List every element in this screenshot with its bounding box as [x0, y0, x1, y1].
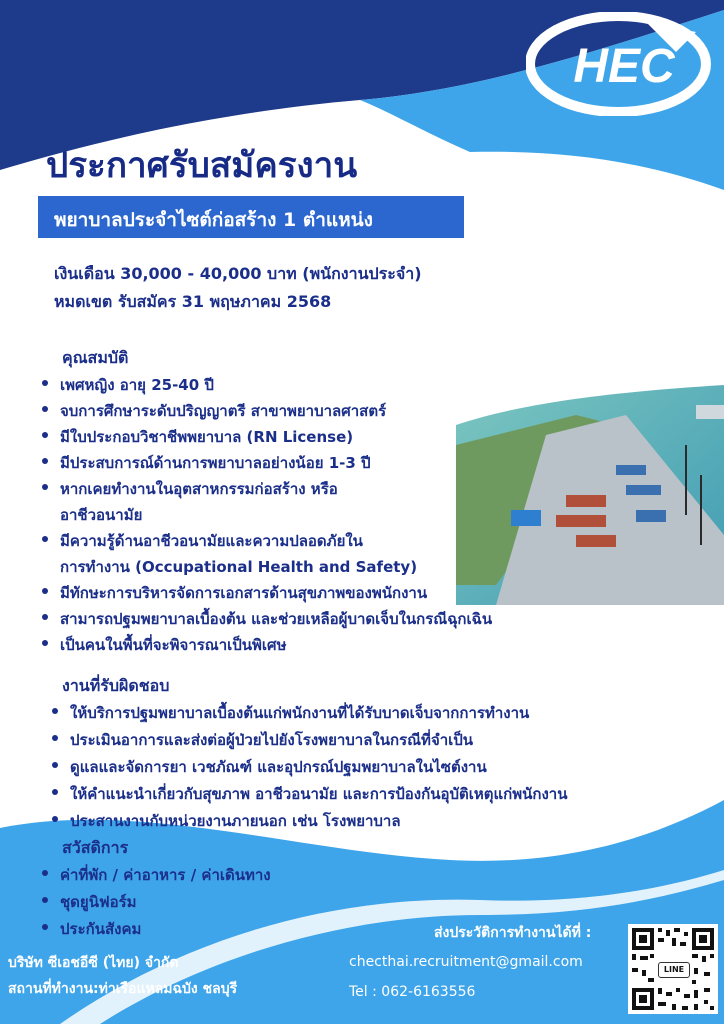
responsibilities-heading: งานที่รับผิดชอบ	[62, 676, 170, 695]
list-item	[38, 528, 492, 580]
list-item-text: สามารถปฐมพยาบาลเบื้องต้น และช่วยเหลือผู้บาดเจ็บในกรณีฉุกเฉิน	[60, 610, 493, 628]
line-qr-code[interactable]	[628, 924, 718, 1014]
list-item-text-continued: อาชีวอนามัย	[60, 506, 143, 524]
bullet-icon	[42, 614, 48, 620]
responsibilities-list	[48, 700, 567, 835]
bullet-icon	[42, 536, 48, 542]
list-item-text: มีความรู้ด้านอาชีวอนามัยและความปลอดภัยใน	[60, 532, 363, 550]
bullet-icon	[42, 640, 48, 646]
list-item	[38, 476, 492, 528]
list-item-text: มีใบประกอบวิชาชีพพยาบาล (RN License)	[60, 428, 354, 446]
bullet-icon	[42, 380, 48, 386]
list-item-text: มีประสบการณ์ด้านการพยาบาลอย่างน้อย 1-3 ปี	[60, 454, 371, 472]
bullet-icon	[52, 735, 58, 741]
page-title: ประกาศรับสมัครงาน	[46, 146, 358, 186]
list-item	[38, 398, 492, 424]
bullet-icon	[42, 458, 48, 464]
bullet-icon	[42, 588, 48, 594]
list-item	[48, 700, 567, 727]
port-photo	[456, 385, 724, 605]
hec-logo	[526, 12, 716, 116]
phone-text: Tel : 062-6163556	[349, 984, 476, 1000]
list-item	[38, 889, 271, 916]
bullet-icon	[52, 762, 58, 768]
bullet-icon	[42, 924, 48, 930]
bullet-icon	[42, 897, 48, 903]
list-item-text: เป็นคนในพื้นที่จะพิจารณาเป็นพิเศษ	[60, 636, 287, 654]
list-item-text: ชุดยูนิฟอร์ม	[60, 893, 137, 911]
qualifications-heading: คุณสมบัติ	[62, 348, 129, 367]
list-item	[48, 727, 567, 754]
position-banner: พยาบาลประจำไซต์ก่อสร้าง 1 ตำแหน่ง	[38, 196, 464, 238]
workplace-text: สถานที่ทำงาน:ท่าเรือแหลมฉบัง ชลบุรี	[8, 981, 238, 997]
list-item	[38, 606, 492, 632]
list-item-text: ให้บริการปฐมพยาบาลเบื้องต้นแก่พนักงานที่ได้รับบาดเจ็บจากการทำงาน	[70, 704, 530, 722]
list-item	[48, 781, 567, 808]
list-item-text: มีทักษะการบริหารจัดการเอกสารด้านสุขภาพของพนักงาน	[60, 584, 428, 602]
list-item	[48, 754, 567, 781]
email-link[interactable]: checthai.recruitment@gmail.com	[349, 954, 583, 970]
list-item-text: เพศหญิง อายุ 25-40 ปี	[60, 376, 214, 394]
list-item-text: ดูแลและจัดการยา เวชภัณฑ์ และอุปกรณ์ปฐมพยาบาลในไซต์งาน	[70, 758, 487, 776]
list-item	[48, 808, 567, 835]
benefits-list	[38, 862, 271, 943]
bullet-icon	[42, 432, 48, 438]
bullet-icon	[42, 484, 48, 490]
salary-text: เงินเดือน 30,000 - 40,000 บาท (พนักงานประจำ)	[54, 264, 422, 283]
line-label: LINE	[658, 962, 690, 978]
bullet-icon	[42, 406, 48, 412]
list-item-text: ประเมินอาการและส่งต่อผู้ป่วยไปยังโรงพยาบาลในกรณีที่จำเป็น	[70, 731, 474, 749]
list-item	[38, 372, 492, 398]
list-item	[38, 580, 492, 606]
list-item-text-continued: การทำงาน (Occupational Health and Safety)	[60, 558, 418, 576]
list-item	[38, 424, 492, 450]
list-item-text: ประสานงานกับหน่วยงานภายนอก เช่น โรงพยาบาล	[70, 812, 401, 830]
list-item-text: ประกันสังคม	[60, 920, 142, 938]
list-item-text: ค่าที่พัก / ค่าอาหาร / ค่าเดินทาง	[60, 866, 271, 884]
list-item	[38, 862, 271, 889]
bullet-icon	[52, 708, 58, 714]
list-item-text: หากเคยทำงานในอุตสาหกรรมก่อสร้าง หรือ	[60, 480, 338, 498]
bullet-icon	[52, 816, 58, 822]
list-item-text: จบการศึกษาระดับปริญญาตรี สาขาพยาบาลศาสตร์	[60, 402, 387, 420]
list-item	[38, 916, 271, 943]
send-cv-label: ส่งประวัติการทำงานได้ที่ :	[434, 925, 592, 941]
company-name: บริษัท ซีเอชอีซี (ไทย) จำกัด	[8, 955, 179, 971]
list-item	[38, 632, 492, 658]
deadline-text: หมดเขต รับสมัคร 31 พฤษภาคม 2568	[54, 292, 332, 311]
benefits-heading: สวัสดิการ	[62, 838, 129, 857]
list-item-text: ให้คำแนะนำเกี่ยวกับสุขภาพ อาชีวอนามัย และการป้องกันอุบัติเหตุแก่พนักงาน	[70, 785, 568, 803]
bullet-icon	[52, 789, 58, 795]
list-item	[38, 450, 492, 476]
bullet-icon	[42, 870, 48, 876]
qualifications-list	[38, 372, 492, 658]
logo-text: HEC	[573, 40, 675, 93]
